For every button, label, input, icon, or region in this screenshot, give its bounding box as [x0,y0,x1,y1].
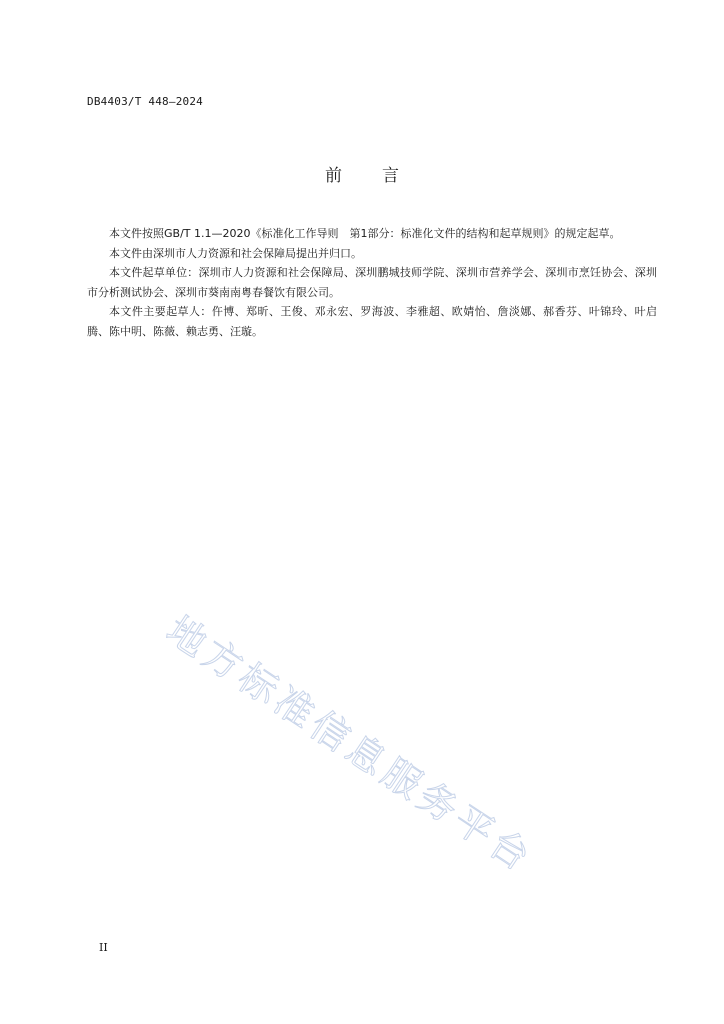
page-number: II [99,941,108,954]
paragraph-drafting-rules: 本文件按照GB/T 1.1—2020《标准化工作导则 第1部分：标准化文件的结构和起草规则》的规定起草。 [109,227,621,240]
watermark: 地方标准信息服务平台 [158,607,542,882]
paragraph-drafting-units: 本文件起草单位：深圳市人力资源和社会保障局、深圳鹏城技师学院、深圳市营养学会、深圳市烹饪协会、深圳市分析测试协会、深圳市葵南南粤春餐饮有限公司。 [87,266,657,299]
paragraph-proposer: 本文件由深圳市人力资源和社会保障局提出并归口。 [109,246,362,260]
page-title: 前言 [325,166,439,186]
document-code: DB4403/T 448—2024 [87,95,203,108]
foreword-body [87,224,657,341]
paragraph-drafters: 本文件主要起草人：仵博、郑昕、王俊、邓永宏、罗海波、李雅超、欧婧怡、詹淡娜、郝香芬、叶锦玲、叶启腾、陈中明、陈薇、赖志勇、汪璇。 [87,305,657,338]
